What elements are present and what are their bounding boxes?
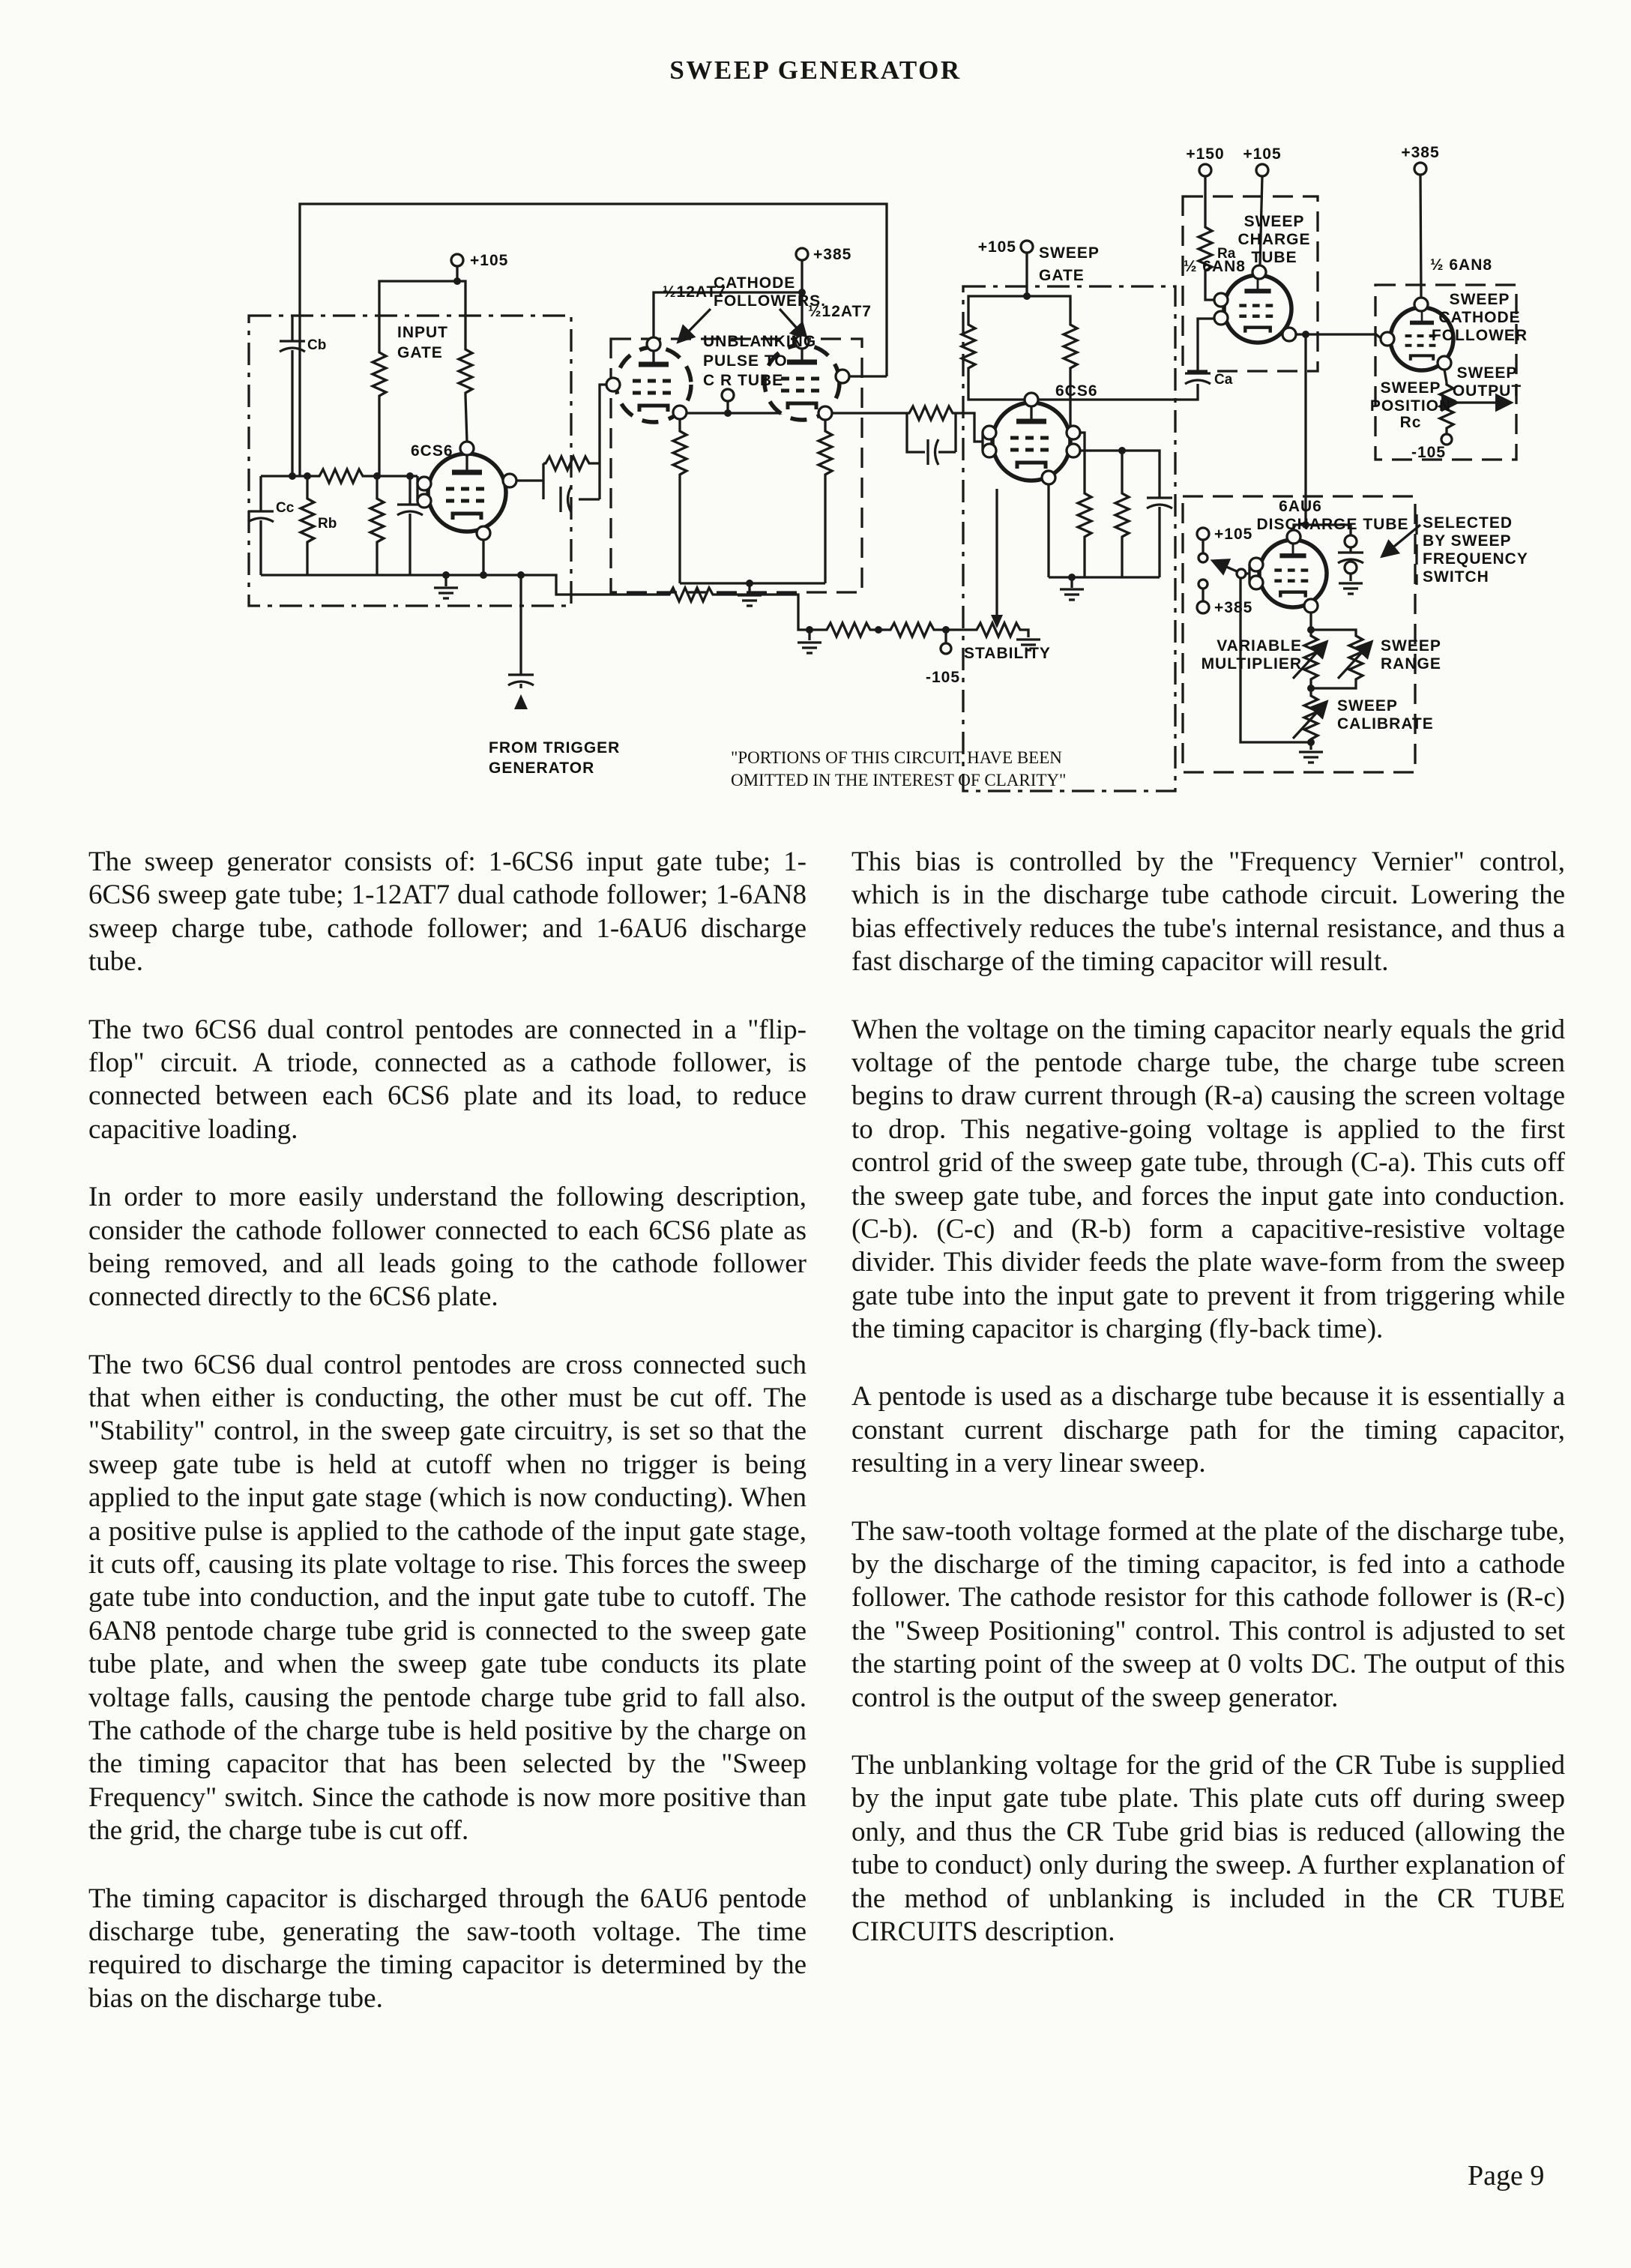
variable-multiplier-label: VARIABLE (1217, 637, 1302, 655)
sweep-charge-label: CHARGE (1237, 231, 1311, 248)
cathode-followers-label: FOLLOWERS. (714, 292, 826, 310)
sweep-calibrate-label: SWEEP (1337, 697, 1398, 715)
v105-terminal-label: +105 (470, 252, 509, 269)
paragraph: In order to more easily understand the following description, consider the cathode follower connected to each 6CS6 plate as being removed, and all leads going to the cathode follower connected directly to the 6CS6 plate. (88, 1182, 807, 1313)
paragraph: The sweep generator consists of: 1-6CS6 input gate tube; 1-6CS6 sweep gate tube; 1-12AT7 dual cathode follower; 1-6AN8 sweep charge tube, cathode follower; and 1-6AU6 discharge tube. (88, 846, 807, 978)
sweep-gate-label: GATE (1039, 267, 1085, 284)
v150-terminal-label: +150 (1186, 145, 1225, 163)
vm105-terminal-label: -105 (1411, 444, 1447, 461)
tube-cathode-follower-1 (606, 337, 691, 422)
sweep-calibrate-label: CALIBRATE (1337, 715, 1434, 733)
sweep-cf-label: SWEEP (1449, 291, 1510, 308)
paragraph: This bias is controlled by the "Frequency Vernier" control, which is in the discharge tube cathode circuit. Lowering the bias effectively reduces the tube's internal resistance, and thus a fast discharge of the timing capacitor will result. (851, 846, 1565, 978)
unblanking-label: UNBLANKING (703, 333, 817, 350)
unblanking-label: PULSE TO (703, 352, 788, 370)
rb-label: Rb (318, 516, 337, 532)
cc-label: Cc (276, 500, 295, 516)
selected-by-label: SELECTED (1423, 514, 1513, 532)
tube-type-label: ½ 6AN8 (1430, 256, 1493, 274)
v105-terminal-label: +105 (977, 238, 1016, 256)
ra-label: Ra (1217, 246, 1236, 262)
paragraph: The unblanking voltage for the grid of the CR Tube is supplied by the input gate tube plate. This plate cuts off during sweep only, and thus the CR Tube grid bias is reduced (allowing the tube to conduct) only during the sweep. A further explanation of the method of unblanking is included in the CR TUBE CIRCUITS description. (851, 1749, 1565, 1947)
discharge-tube-label: DISCHARGE TUBE (1256, 516, 1409, 533)
sweep-gate-label: SWEEP (1039, 244, 1100, 262)
sweep-charge-label: SWEEP (1243, 213, 1305, 230)
tube-type-label: ½12AT7 (663, 283, 726, 301)
sweep-range-label: RANGE (1381, 655, 1441, 673)
circuit-diagram (0, 139, 1631, 798)
v385-terminal-label: +385 (1214, 599, 1253, 616)
tube-type-label: 6AU6 (1279, 498, 1322, 515)
selected-by-label: SWITCH (1423, 568, 1489, 586)
paragraph: The two 6CS6 dual control pentodes are cross connected such that when either is conducting, the other must be cut off. The "Stability" control, in the sweep gate circuitry, is set so that the sweep gate tube is held at cutoff when no trigger is being applied to the input gate stage (which is now conducting). When a positive pulse is applied to the cathode of the input gate stage, it cuts off, causing its plate voltage to rise. This forces the sweep gate tube into conduction, and the input gate tube to cutoff. The 6AN8 pentode charge tube grid is connected to the sweep gate tube plate, and when the sweep gate tube conducts its plate voltage falls, causing the pentode charge tube grid to fall also. The cathode of the charge tube is held positive by the charge on the timing capacitor that has been selected by the "Sweep Frequency" switch. Since the cathode is now more positive than the grid, the charge tube is cut off. (88, 1349, 807, 1847)
v385-terminal-label: +385 (1401, 144, 1440, 161)
vm105-terminal-label: -105 (925, 669, 961, 686)
sweep-charge-label: TUBE (1251, 249, 1297, 266)
page-title: SWEEP GENERATOR (669, 55, 962, 85)
paragraph: The two 6CS6 dual control pentodes are connected in a "flip-flop" circuit. A triode, connected as a cathode follower, is connected between each 6CS6 plate and its load, to reduce capacitive loading. (88, 1014, 807, 1145)
paragraph: The timing capacitor is discharged through the 6AU6 pentode discharge tube, generating the saw-tooth voltage. The time required to discharge the timing capacitor is determined by the bias on the discharge tube. (88, 1883, 807, 2014)
unblanking-label: C R TUBE (703, 372, 784, 389)
input-gate-label: GATE (397, 344, 443, 361)
tube-type-label: ½12AT7 (808, 303, 872, 320)
tube-sweep-charge-6an8 (1214, 265, 1296, 343)
cb-label: Cb (307, 337, 327, 353)
sweep-position-label: Rc (1399, 414, 1422, 431)
sweep-position-label: SWEEP (1380, 379, 1441, 397)
v105-terminal-label: +105 (1214, 526, 1253, 543)
v105-terminal-label: +105 (1243, 145, 1282, 163)
left-column (88, 846, 807, 2050)
input-gate-label: INPUT (397, 324, 448, 341)
paragraph: When the voltage on the timing capacitor nearly equals the grid voltage of the pentode charge tube, the charge tube screen begins to draw current through (R-a) causing the screen voltage to drop. This negative-going voltage is applied to the first control grid of the sweep gate tube, through (C-a). This cuts off the sweep gate tube, and forces the input gate into conduction. (C-b). (C-c) and (R-b) form a capacitive-resistive voltage divider. This divider feeds the plate wave-form from the sweep gate tube into the input gate to prevent it from triggering while the timing capacitor is charging (fly-back time). (851, 1014, 1565, 1345)
v385-terminal-label: +385 (813, 246, 852, 263)
from-trigger-label: FROM TRIGGER (489, 739, 621, 756)
stability-label: STABILITY (964, 645, 1051, 662)
selected-by-label: FREQUENCY (1423, 550, 1528, 568)
cathode-followers-label: CATHODE (714, 274, 796, 292)
tube-sweep-gate-6cs6 (983, 393, 1080, 484)
variable-multiplier-label: MULTIPLIER (1201, 655, 1302, 673)
from-trigger-label: GENERATOR (489, 759, 595, 777)
sweep-range-label: SWEEP (1381, 637, 1441, 655)
sweep-output-label: SWEEP (1456, 364, 1518, 382)
page-number: Page 9 (1468, 2160, 1545, 2192)
sweep-cf-label: CATHODE (1438, 309, 1521, 326)
sweep-output-label: OUTPUT (1452, 382, 1522, 400)
tube-discharge-6au6 (1249, 530, 1327, 613)
paragraph: A pentode is used as a discharge tube because it is essentially a constant current discharge path for the timing capacitor, resulting in a very linear sweep. (851, 1381, 1565, 1479)
tube-type-label: ½ 6AN8 (1183, 258, 1246, 275)
ca-label: Ca (1214, 372, 1233, 388)
right-column (851, 846, 1565, 1983)
sweep-cf-label: FOLLOWER (1431, 327, 1528, 344)
tube-type-label: 6CS6 (1055, 382, 1098, 400)
clarity-note: OMITTED IN THE INTEREST OF CLARITY" (731, 771, 1067, 789)
clarity-note: "PORTIONS OF THIS CIRCUIT HAVE BEEN (731, 748, 1062, 767)
paragraph: The saw-tooth voltage formed at the plate of the discharge tube, by the discharge of the timing capacitor, is fed into a cathode follower. The cathode resistor for this cathode follower is (R-c) the "Sweep Positioning" control. This control is adjusted to set the starting point of the sweep at 0 volts DC. The output of this control is the output of the sweep generator. (851, 1515, 1565, 1713)
selected-by-label: BY SWEEP (1423, 532, 1512, 550)
sweep-position-label: POSITION (1369, 397, 1452, 415)
tube-type-label: 6CS6 (411, 442, 453, 460)
